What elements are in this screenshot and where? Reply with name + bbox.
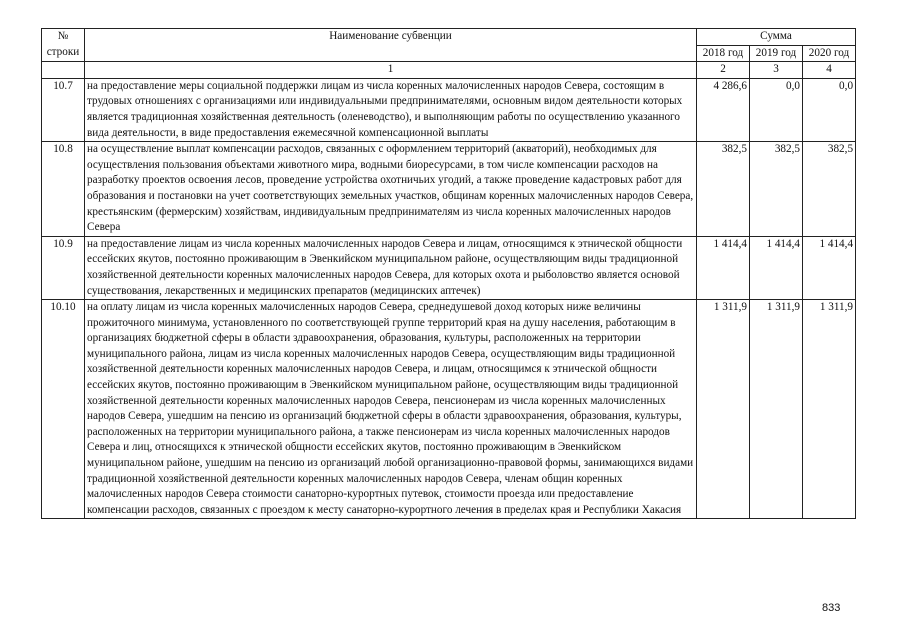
- table-row: [42, 142, 856, 237]
- value-2018: 1 311,9: [697, 300, 750, 519]
- row-number: 10.9: [42, 236, 85, 299]
- header-name: Наименование субвенции: [85, 29, 697, 62]
- value-2018: 1 414,4: [697, 236, 750, 299]
- value-2019: 1 414,4: [750, 236, 803, 299]
- column-index-cell: 4: [803, 62, 856, 79]
- row-number: 10.10: [42, 300, 85, 519]
- value-2019: 0,0: [750, 78, 803, 141]
- column-index-cell: 3: [750, 62, 803, 79]
- value-2020: 1 414,4: [803, 236, 856, 299]
- header-number: № строки: [42, 29, 85, 62]
- row-name: на предоставление лицам из числа коренных малочисленных народов Севера и лицам, относящимся к этнической общности ессейских якутов, постоянно проживающим в Эвенкийском муниципальном районе, осуществляющим виды традиционной хозяйственной деятельности коренных малочисленных народов Севера, для которых охота и рыболовство является основой существования, лекарственных и медицинских препаратов (медицинских аптечек): [85, 236, 697, 299]
- value-2019: 382,5: [750, 142, 803, 237]
- column-index-cell: 2: [697, 62, 750, 79]
- value-2020: 1 311,9: [803, 300, 856, 519]
- table-row: [42, 236, 856, 299]
- header-row: [42, 29, 856, 46]
- value-2018: 382,5: [697, 142, 750, 237]
- row-name: на осуществление выплат компенсации расходов, связанных с оформлением территорий (акваторий), необходимых для осуществления пользования объектами животного мира, водными биоресурсами, в том числе компенсации расходов на разработку проектов освоения лесов, проведение устройства охотничьих угодий, а также проведение кадастровых работ для образования и постановки на учет соответствующих земельных участков, общинам коренных малочисленных народов Севера, крестьянским (фермерским) хозяйствам, индивидуальным предпринимателям из числа коренных малочисленных народов Севера: [85, 142, 697, 237]
- row-name: на предоставление меры социальной поддержки лицам из числа коренных малочисленных народов Севера, состоящим в трудовых отношениях с организациями или индивидуальными предпринимателями, основным видом деятельности которых является традиционная хозяйственная деятельность (оленеводство), и выполняющим работы по осуществлению указанного вида деятельности, в виде предоставления ежемесячной компенсационной выплаты: [85, 78, 697, 141]
- value-2020: 0,0: [803, 78, 856, 141]
- header-year-2020: 2020 год: [803, 45, 856, 62]
- row-number: 10.8: [42, 142, 85, 237]
- header-year-2019: 2019 год: [750, 45, 803, 62]
- header-year-2018: 2018 год: [697, 45, 750, 62]
- value-2019: 1 311,9: [750, 300, 803, 519]
- value-2018: 4 286,6: [697, 78, 750, 141]
- column-index-cell: 1: [85, 62, 697, 79]
- table-row: [42, 78, 856, 141]
- value-2020: 382,5: [803, 142, 856, 237]
- table-row: [42, 300, 856, 519]
- subvention-table: [41, 28, 856, 519]
- row-name: на оплату лицам из числа коренных малочисленных народов Севера, среднедушевой доход которых ниже величины прожиточного минимума, установленного по соответствующей группе территорий края на душу населения, работающим в организациях бюджетной сферы в области здравоохранения, образования, культуры, расположенных на территории муниципального района, лицам из числа коренных малочисленных народов Севера, осуществляющим виды традиционной хозяйственной деятельности коренных малочисленных народов Севера, и лицам, относящимся к этнической общности ессейских якутов, постоянно проживающим в Эвенкийском муниципальном районе, осуществляющим виды традиционной хозяйственной деятельности коренных малочисленных народов Севера, пенсионерам из числа коренных малочисленных народов Севера, ушедшим на пенсию из организаций бюджетной сферы в области здравоохранения, образования, культуры, расположенных на территории муниципального района, а также пенсионерам из числа коренных малочисленных народов Севера и лиц, относящихся к этнической общности ессейских якутов, постоянно проживающим в Эвенкийском муниципальном районе, ушедшим на пенсию из организаций любой организационно-правовой формы, занимающихся видами традиционной хозяйственной деятельности коренных малочисленных народов Севера, членам общин коренных малочисленных народов Севера стоимости санаторно-курортных путевок, стоимости проезда или предоставление компенсации расходов, связанных с проездом к месту санаторно-курортного лечения в пределах края и Республики Хакасия: [85, 300, 697, 519]
- column-index-cell: [42, 62, 85, 79]
- row-number: 10.7: [42, 78, 85, 141]
- header-sum: Сумма: [697, 29, 856, 46]
- column-index-row: [42, 62, 856, 79]
- page-number: 833: [822, 602, 841, 614]
